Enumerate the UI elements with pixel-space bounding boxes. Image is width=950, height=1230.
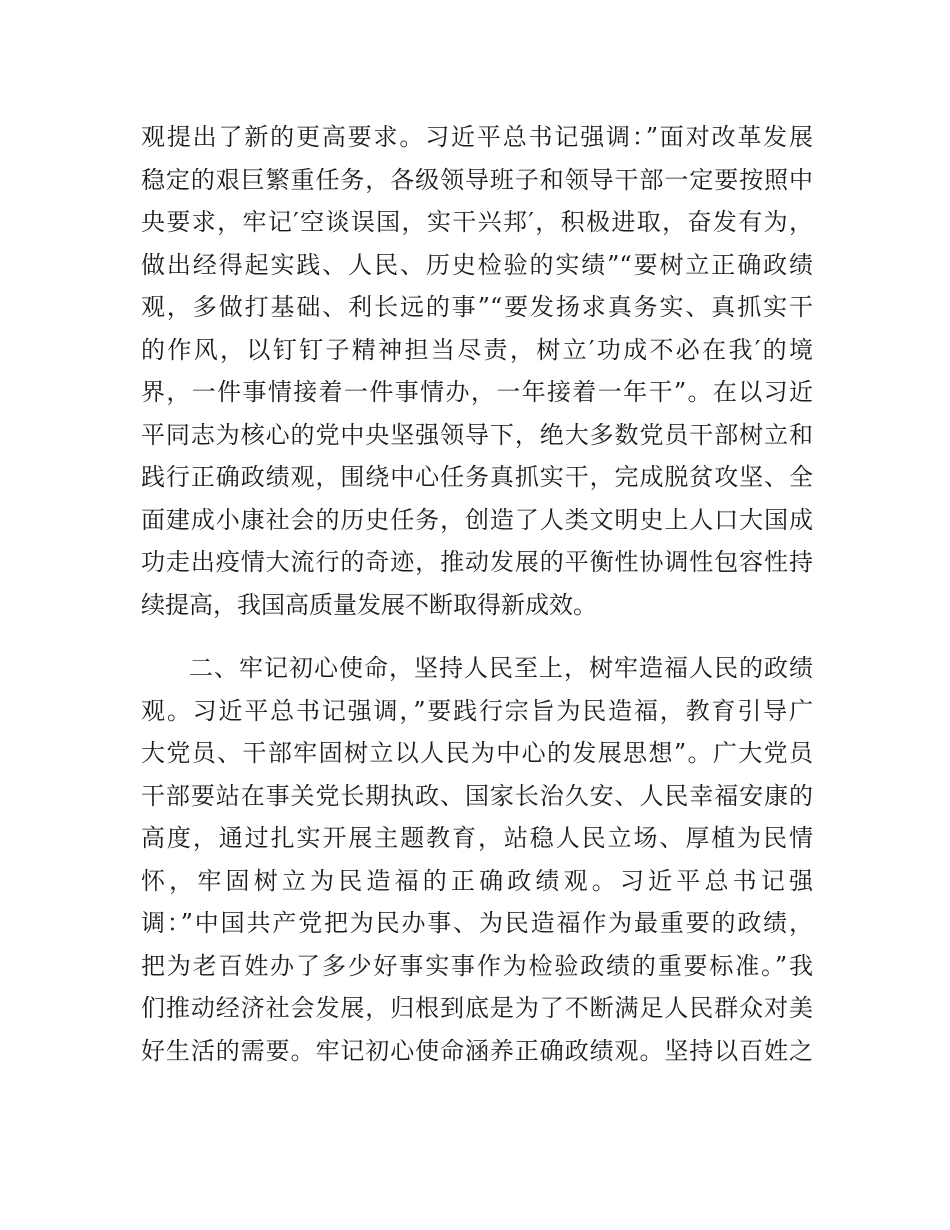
text-line: 们推动经济社会发展，归根到底是为了不断满足人民群众对美 (141, 994, 813, 1022)
body-text (141, 116, 813, 1072)
text-line: 功走出疫情大流行的奇迹，推动发展的平衡性协调性包容性持 (141, 548, 813, 576)
text-line: 稳定的艰巨繁重任务，各级领导班子和领导干部一定要按照中 (141, 165, 813, 194)
text-line: 观提出了新的更高要求。习近平总书记强调：”面对改革发展 (141, 123, 813, 151)
text-line: 的作风，以钉钉子精神担当尽责，树立′功成不必在我′的境 (141, 335, 813, 364)
text-line: 怀，牢固树立为民造福的正确政绩观。习近平总书记强 (141, 866, 813, 895)
text-line: 二、牢记初心使命，坚持人民至上，树牢造福人民的政绩 (189, 654, 813, 682)
text-line: 调：”中国共产党把为民办事、为民造福作为最重要的政绩， (141, 909, 813, 937)
paragraph-1 (141, 116, 813, 626)
text-line: 面建成小康社会的历史任务，创造了人类文明史上人口大国成 (141, 505, 813, 534)
paragraph-2 (141, 647, 813, 1072)
text-line: 高度，通过扎实开展主题教育，站稳人民立场、厚植为民情 (141, 824, 813, 852)
text-line: 央要求，牢记′空谈误国，实干兴邦′，积极进取，奋发有为， (141, 208, 813, 236)
text-line: 观，多做打基础、利长远的事”“要发扬求真务实、真抓实干 (141, 293, 813, 321)
text-line: 界，一件事情接着一件事情办，一年接着一年干”。在以习近 (141, 378, 813, 406)
text-line: 做出经得起实践、人民、历史检验的实绩”“要树立正确政绩 (141, 250, 813, 279)
paragraph-spacer (141, 626, 813, 647)
text-line: 践行正确政绩观，围绕中心任务真抓实干，完成脱贫攻坚、全 (141, 463, 813, 491)
text-line: 续提高，我国高质量发展不断取得新成效。 (141, 590, 597, 619)
text-line: 把为老百姓办了多少好事实事作为检验政绩的重要标准。”我 (141, 951, 813, 980)
text-line: 平同志为核心的党中央坚强领导下，绝大多数党员干部树立和 (141, 420, 813, 449)
text-line: 好生活的需要。牢记初心使命涵养正确政绩观。坚持以百姓之 (141, 1036, 813, 1065)
text-line: 观。习近平总书记强调，”要践行宗旨为民造福，教育引导广 (141, 696, 813, 725)
text-line: 干部要站在事关党长期执政、国家长治久安、人民幸福安康的 (141, 781, 813, 810)
text-line: 大党员、干部牢固树立以人民为中心的发展思想”。广大党员 (141, 739, 813, 767)
